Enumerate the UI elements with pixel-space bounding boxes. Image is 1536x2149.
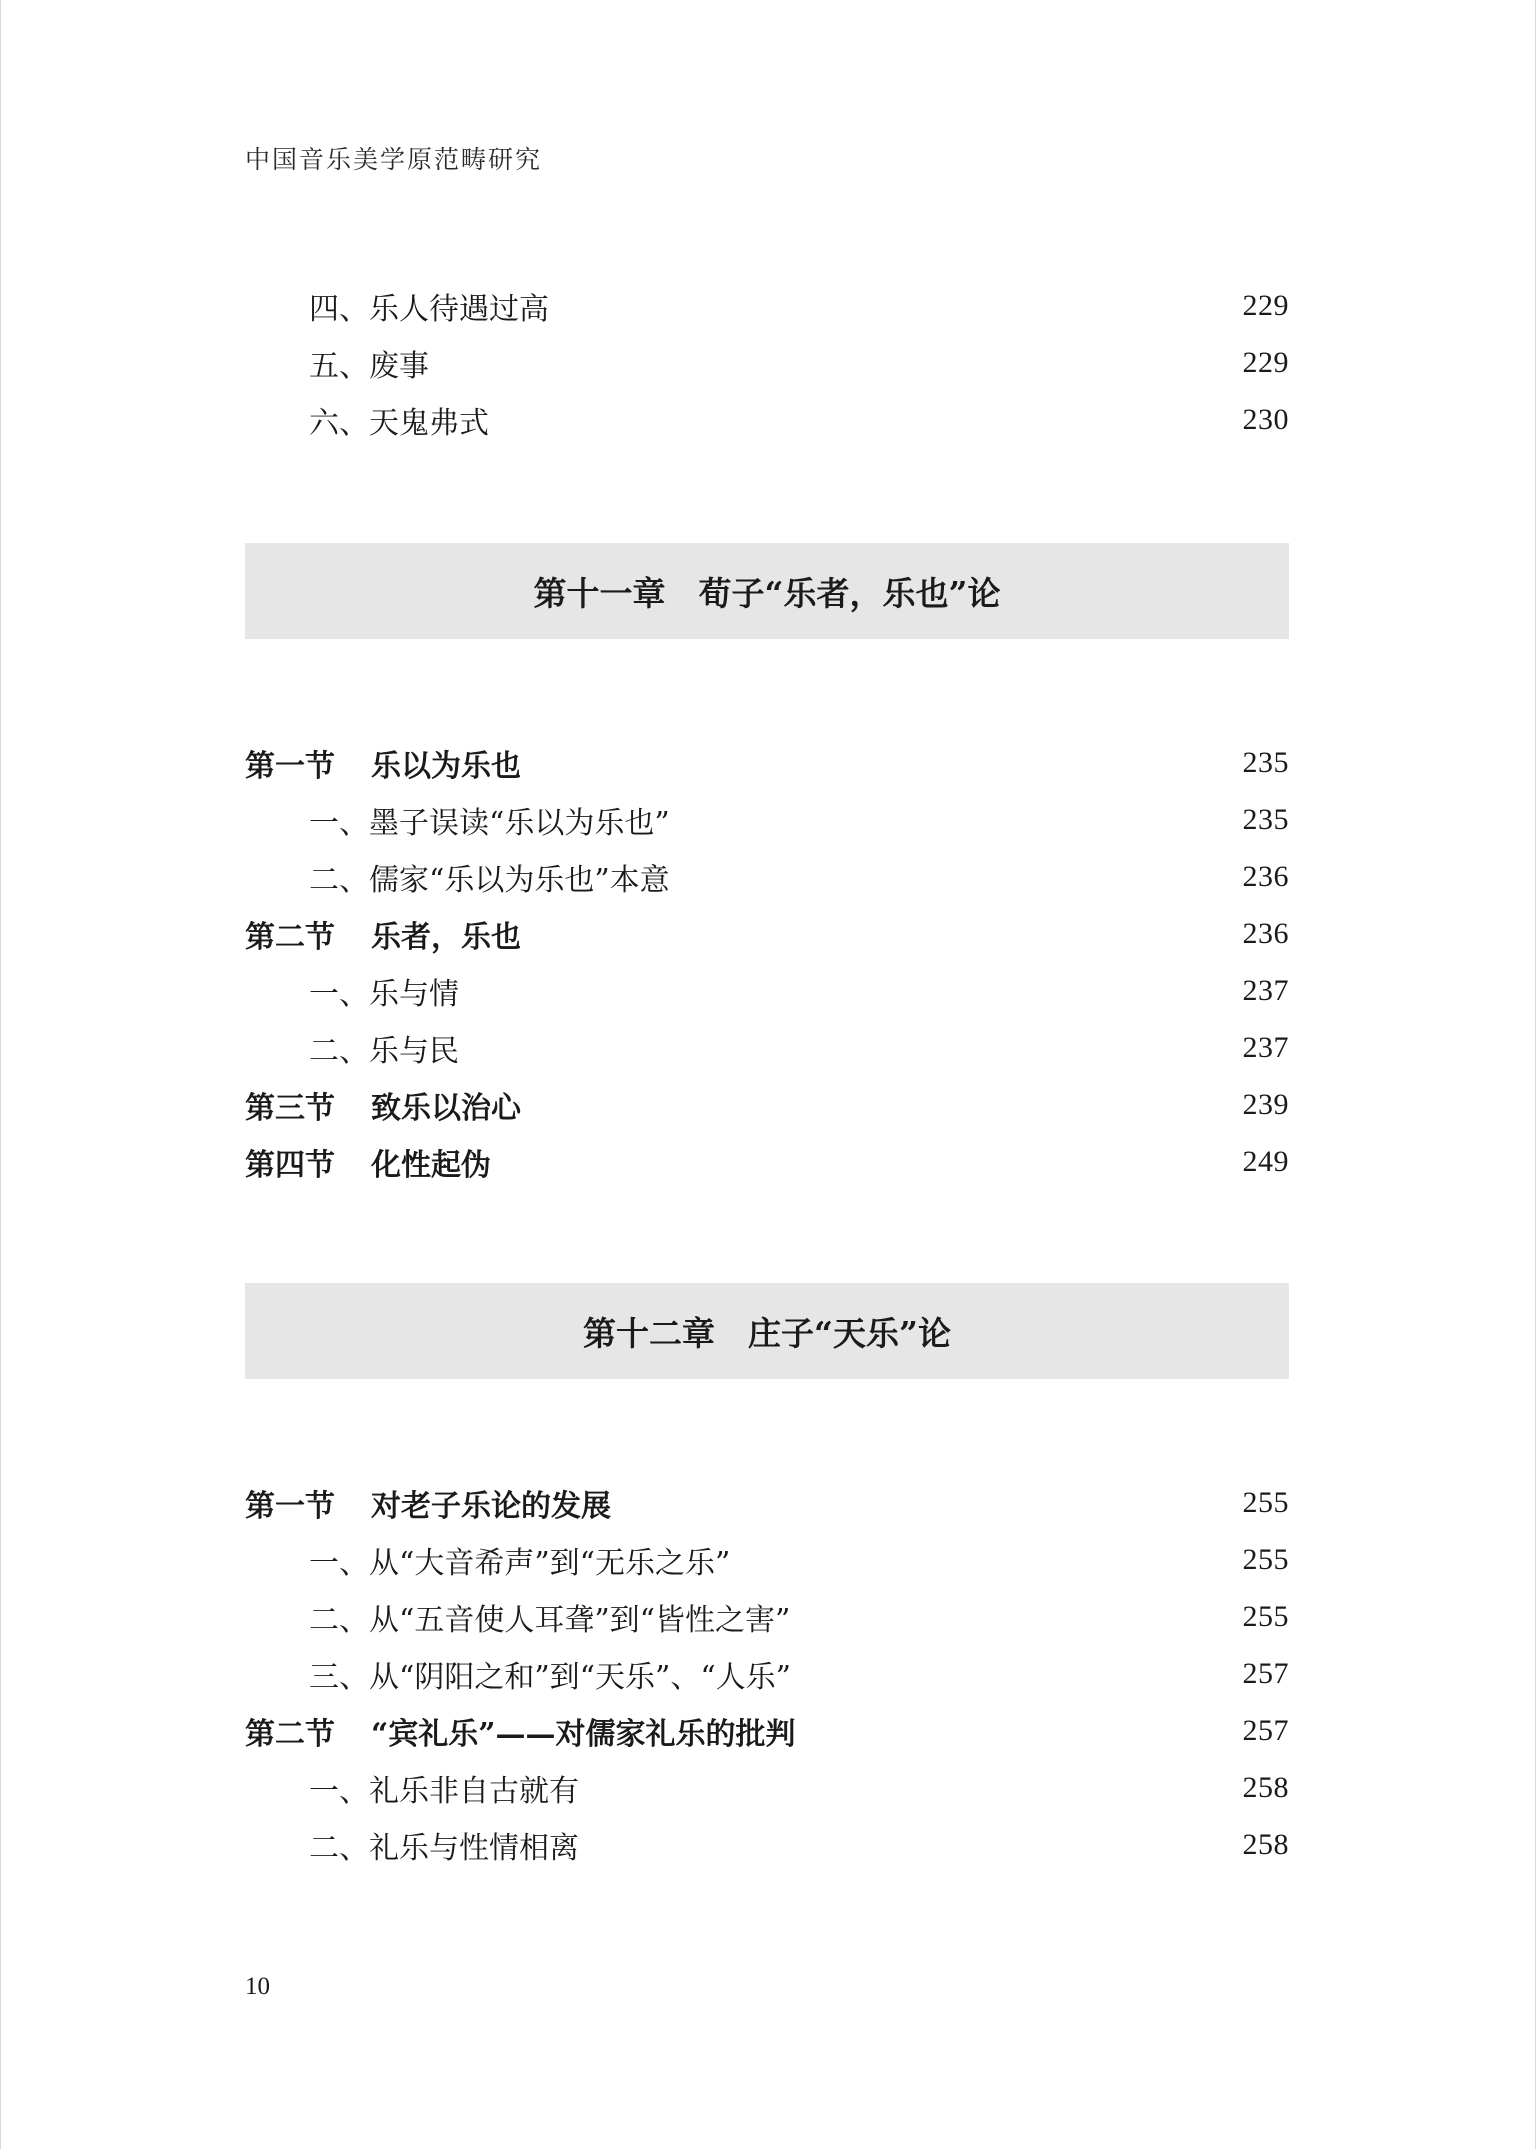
toc-entry-page: 257 — [1242, 1657, 1289, 1690]
toc-entry-page: 229 — [1242, 346, 1289, 379]
toc-entry[interactable] — [245, 1764, 1289, 1812]
toc-entry-page: 255 — [1242, 1486, 1289, 1519]
toc-section[interactable] — [245, 1081, 1289, 1129]
toc-entry[interactable] — [245, 1821, 1289, 1869]
running-head: 中国音乐美学原范畴研究 — [245, 145, 543, 174]
toc-section[interactable] — [245, 1479, 1289, 1527]
toc-entry-page: 258 — [1242, 1828, 1289, 1861]
toc-entry[interactable] — [245, 1536, 1289, 1584]
toc-entry-title: 四、乐人待遇过高 — [309, 292, 549, 327]
toc-entry[interactable] — [245, 796, 1289, 844]
toc-entry-page: 237 — [1242, 974, 1289, 1007]
toc-entry-title: 六、天鬼弗式 — [309, 406, 489, 441]
toc-section[interactable] — [245, 739, 1289, 787]
chapter-heading-12[interactable]: 第十二章 庄子“天乐”论 — [245, 1283, 1289, 1379]
toc-entry-page: 255 — [1242, 1600, 1289, 1633]
toc-entry-title: 一、从“大音希声”到“无乐之乐” — [309, 1546, 731, 1581]
toc-section[interactable] — [245, 1138, 1289, 1186]
toc-entry[interactable] — [245, 1593, 1289, 1641]
section-number: 第一节 — [245, 749, 335, 784]
toc-entry-page: 236 — [1242, 860, 1289, 893]
toc-entry-page: 235 — [1242, 746, 1289, 779]
toc-entry-title: 二、礼乐与性情相离 — [309, 1831, 579, 1866]
toc-entry[interactable] — [245, 853, 1289, 901]
toc-entry[interactable] — [245, 1650, 1289, 1698]
toc-entry-page: 249 — [1242, 1145, 1289, 1178]
toc-entry-page: 229 — [1242, 289, 1289, 322]
toc-entry[interactable] — [245, 339, 1289, 387]
toc-entry[interactable] — [245, 396, 1289, 444]
section-number: 第二节 — [245, 920, 335, 955]
section-title: 对老子乐论的发展 — [371, 1489, 611, 1524]
toc-entry-title: 二、从“五音使人耳聋”到“皆性之害” — [309, 1603, 791, 1638]
section-title: 乐者，乐也 — [371, 920, 521, 955]
toc-entry-title: 一、乐与情 — [309, 977, 459, 1012]
toc-entry-page: 236 — [1242, 917, 1289, 950]
section-title: 致乐以治心 — [371, 1091, 521, 1126]
toc-entry[interactable] — [245, 1024, 1289, 1072]
toc-entry-page: 239 — [1242, 1088, 1289, 1121]
toc-entry-title: 一、礼乐非自古就有 — [309, 1774, 579, 1809]
section-title: “宾礼乐”——对儒家礼乐的批判 — [371, 1717, 796, 1752]
toc-entry-title: 二、儒家“乐以为乐也”本意 — [309, 863, 670, 898]
toc-section[interactable] — [245, 910, 1289, 958]
toc-section[interactable] — [245, 1707, 1289, 1755]
toc-entry-title: 二、乐与民 — [309, 1034, 459, 1069]
toc-entry-page: 258 — [1242, 1771, 1289, 1804]
toc-entry-title: 五、废事 — [309, 349, 429, 384]
toc-entry-page: 255 — [1242, 1543, 1289, 1576]
section-number: 第一节 — [245, 1489, 335, 1524]
toc-entry-title: 三、从“阴阳之和”到“天乐”、“人乐” — [309, 1660, 792, 1695]
section-number: 第四节 — [245, 1148, 335, 1183]
toc-entry-page: 235 — [1242, 803, 1289, 836]
section-title: 乐以为乐也 — [371, 749, 521, 784]
section-number: 第二节 — [245, 1717, 335, 1752]
section-title: 化性起伪 — [371, 1148, 491, 1183]
chapter-heading-11[interactable]: 第十一章 荀子“乐者，乐也”论 — [245, 543, 1289, 639]
toc-entry-title: 一、墨子误读“乐以为乐也” — [309, 806, 670, 841]
toc-entry-page: 257 — [1242, 1714, 1289, 1747]
page-number: 10 — [245, 1973, 270, 2000]
toc-entry-page: 237 — [1242, 1031, 1289, 1064]
toc-entry[interactable] — [245, 967, 1289, 1015]
toc-entry[interactable] — [245, 282, 1289, 330]
section-number: 第三节 — [245, 1091, 335, 1126]
toc-entry-page: 230 — [1242, 403, 1289, 436]
